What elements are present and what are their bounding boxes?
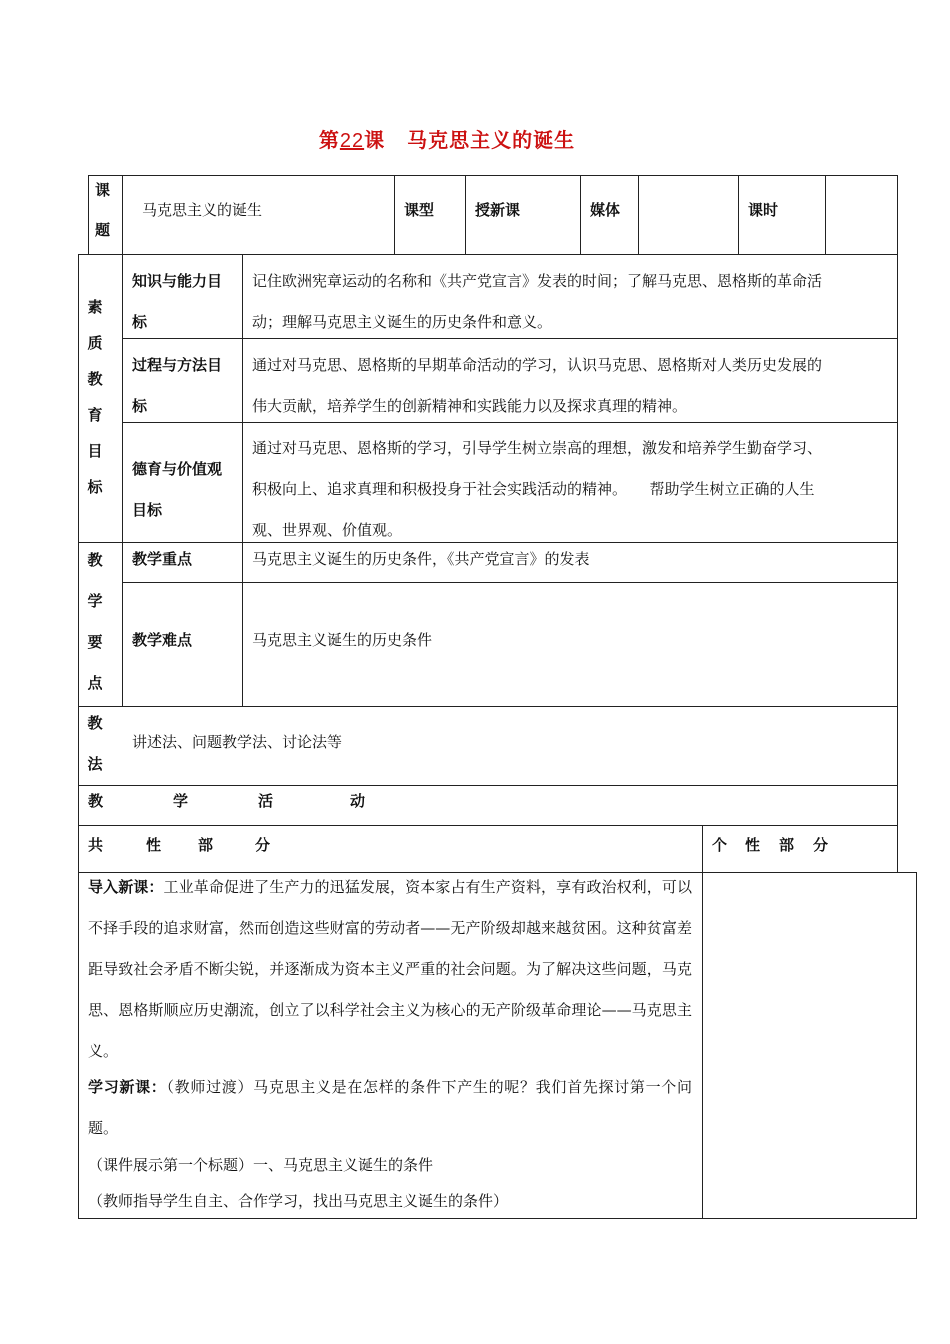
intro-text: 工业革命促进了生产力的迅猛发展，资本家占有生产资料，享有政治权利，可以不择手段的追求财富，然而创造这些财富的劳动者——无产阶级却越来越贫困。这种贫富差距导致社会矛盾不断尖锐，并逐渐成为资本主义严重的社会问题。为了解决这些问题，马克思、恩格斯顺应历史潮流，创立了以科学社会主义为核心的无产阶级革命理论——马克思主义。 <box>88 878 692 1060</box>
activity-header: 教 学 活 动 <box>88 792 366 810</box>
methods-text: 讲述法、问题教学法、讨论法等 <box>132 733 343 751</box>
page-title <box>0 124 894 153</box>
methods-side-label: 教 法 <box>87 714 103 773</box>
difficulty-label: 教学难点 <box>132 631 193 649</box>
intro-label: 导入新课： <box>88 878 164 896</box>
lesson-number: 22 <box>339 130 365 152</box>
individual-part-header: 个 性 部 分 <box>712 836 829 854</box>
common-part-header: 共 性 部 分 <box>88 836 271 854</box>
goal-text-process: 通过对马克思、恩格斯的早期革命活动的学习，认识马克思、恩格斯对人类历史发展的 伟大贡献，培养学生的创新精神和实践能力以及探求真理的精神。 <box>252 356 823 415</box>
media-label: 媒体 <box>590 201 621 219</box>
focus-label: 教学重点 <box>132 550 193 568</box>
goal-label-knowledge: 知识与能力目 标 <box>132 272 223 331</box>
intro-paragraph <box>88 867 692 1072</box>
goal-text-knowledge: 记住欧洲宪章运动的名称和《共产党宣言》发表的时间；了解马克思、恩格斯的革命活 动；理解马克思主义诞生的历史条件和意义。 <box>252 272 823 331</box>
goal-label-values: 德育与价值观 目标 <box>132 460 223 519</box>
topic-label: 课 题 <box>95 181 111 239</box>
new-lesson-label: 学习新课： <box>88 1078 167 1096</box>
title-suffix: 课 <box>364 128 386 152</box>
goal-label-process: 过程与方法目 标 <box>132 356 223 415</box>
key-points-side-label: 教 学 要 点 <box>87 551 103 692</box>
title-prefix: 第 <box>318 128 340 152</box>
type-label: 课型 <box>404 201 435 219</box>
new-lesson-text: （教师过渡）马克思主义是在怎样的条件下产生的呢？我们首先探讨第一个问题。 <box>88 1078 692 1137</box>
topic-value: 马克思主义的诞生 <box>142 201 263 219</box>
lesson-name: 马克思主义的诞生 <box>407 128 576 152</box>
period-label: 课时 <box>748 201 779 219</box>
content-line-4: （教师指导学生自主、合作学习，找出马克思主义诞生的条件） <box>88 1192 509 1210</box>
difficulty-text: 马克思主义诞生的历史条件 <box>252 631 433 649</box>
content-line-3: （课件展示第一个标题）一、马克思主义诞生的条件 <box>88 1156 434 1174</box>
goals-side-label: 素 质 教 育 目 标 <box>87 298 103 496</box>
goal-text-values: 通过对马克思、恩格斯的学习，引导学生树立崇高的理想，激发和培养学生勤奋学习、 积极向上、追求真理和积极投身于社会实践活动的精神。 帮助学生树立正确的人生 观、世界观、价值观。 <box>252 439 823 539</box>
focus-text: 马克思主义诞生的历史条件，《共产党宣言》的发表 <box>252 550 590 568</box>
type-value: 授新课 <box>475 201 521 219</box>
new-lesson-paragraph <box>88 1067 692 1149</box>
